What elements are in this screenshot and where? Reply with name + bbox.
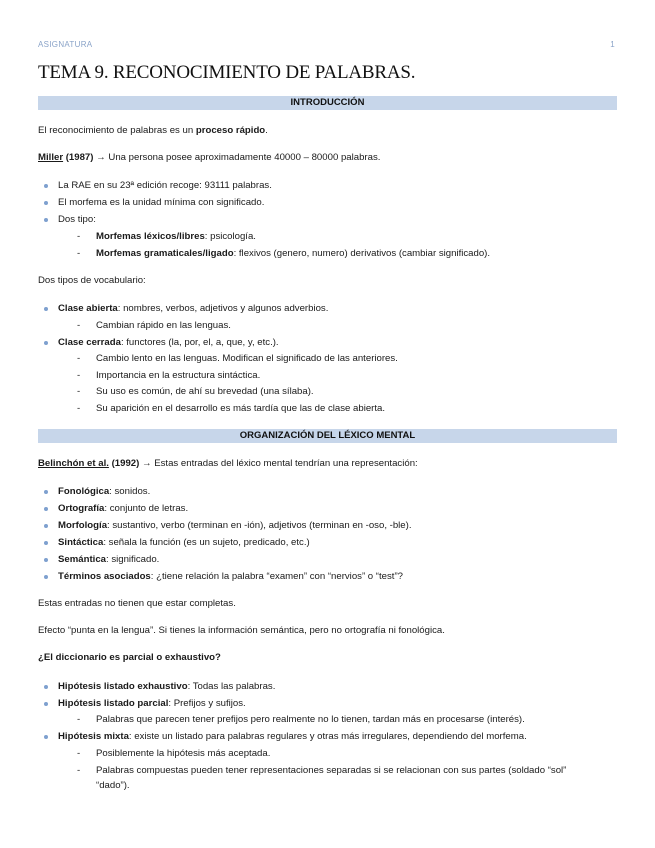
sub-list-item: - Importancia en la estructura sintáctica. xyxy=(77,370,261,381)
list-item: Ortografía: conjunto de letras. xyxy=(58,503,189,514)
list-item: Hipótesis listado exhaustivo: Todas las palabras. xyxy=(58,681,276,692)
list-item: La RAE en su 23ª edición recoge: 93111 palabras. xyxy=(58,180,272,191)
list-item: El morfema es la unidad mínima con significado. xyxy=(58,197,265,208)
page-number: 1 xyxy=(610,40,615,49)
list-item: Sintáctica: señala la función (es un sujeto, predicado, etc.) xyxy=(58,537,310,548)
sub-list-item: - Morfemas léxicos/libres: psicología. xyxy=(77,231,256,242)
list-item: Semántica: significado. xyxy=(58,554,160,565)
sub-list-item: - Morfemas gramaticales/ligado: flexivos (genero, numero) derivativos (cambiar significado). xyxy=(77,248,491,259)
subject-label: ASIGNATURA xyxy=(38,40,93,49)
list-item: Hipótesis listado parcial: Prefijos y sufijos. xyxy=(58,698,246,709)
list-item: Fonológica: sonidos. xyxy=(58,486,151,497)
sub-list-item: - Su uso es común, de ahí su brevedad (una sílaba). xyxy=(77,386,314,397)
list-item: Dos tipo: xyxy=(58,214,96,225)
section-heading-introduccion: INTRODUCCIÓN xyxy=(38,96,617,110)
intro-paragraph: El reconocimiento de palabras es un proceso rápido. xyxy=(38,125,268,136)
miller-paragraph: Miller (1987) → Una persona posee aproximadamente 40000 – 80000 palabras. xyxy=(38,152,381,163)
list-item: Morfología: sustantivo, verbo (terminan en -ión), adjetivos (terminan en -oso, -ble). xyxy=(58,520,412,531)
sub-list-item: - Palabras que parecen tener prefijos pero realmente no lo tienen, tardan más en procesarse (interés). xyxy=(77,714,525,725)
list-item: Clase abierta: nombres, verbos, adjetivos y algunos adverbios. xyxy=(58,303,329,314)
section-heading-organizacion: ORGANIZACIÓN DEL LÉXICO MENTAL xyxy=(38,429,617,443)
list-item: Clase cerrada: functores (la, por, el, a, que, y, etc.). xyxy=(58,337,279,348)
page-title: TEMA 9. RECONOCIMIENTO DE PALABRAS. xyxy=(38,62,416,83)
sub-list-item: - Posiblemente la hipótesis más aceptada. xyxy=(77,748,271,759)
sub-list-item: - Cambio lento en las lenguas. Modifican el significado de las anteriores. xyxy=(77,353,398,364)
sub-list-item: - Palabras compuestas pueden tener representaciones separadas si se relacionan con sus partes (soldado “sol” xyxy=(77,765,567,776)
sub-list-item: - Su aparición en el desarrollo es más tardía que las de clase abierta. xyxy=(77,403,386,414)
note-paragraph: Estas entradas no tienen que estar completas. xyxy=(38,598,236,609)
belinchon-paragraph: Belinchón et al. (1992) → Estas entradas del léxico mental tendrían una representación: xyxy=(38,458,418,469)
question-paragraph: ¿El diccionario es parcial o exhaustivo? xyxy=(38,652,221,663)
note-paragraph: Efecto “punta en la lengua”. Si tienes la información semántica, pero no ortografía ni fonológica. xyxy=(38,625,445,636)
list-item: Términos asociados: ¿tiene relación la palabra “examen” con “nervios” o “test”? xyxy=(58,571,403,582)
sub-list-item: - Cambian rápido en las lenguas. xyxy=(77,320,231,331)
running-header xyxy=(38,40,617,52)
list-item: Hipótesis mixta: existe un listado para palabras regulares y otras más irregulares, dependiendo del morfema. xyxy=(58,731,527,742)
sub-list-item-continuation: “dado”). xyxy=(96,780,130,791)
vocab-intro: Dos tipos de vocabulario: xyxy=(38,275,146,286)
